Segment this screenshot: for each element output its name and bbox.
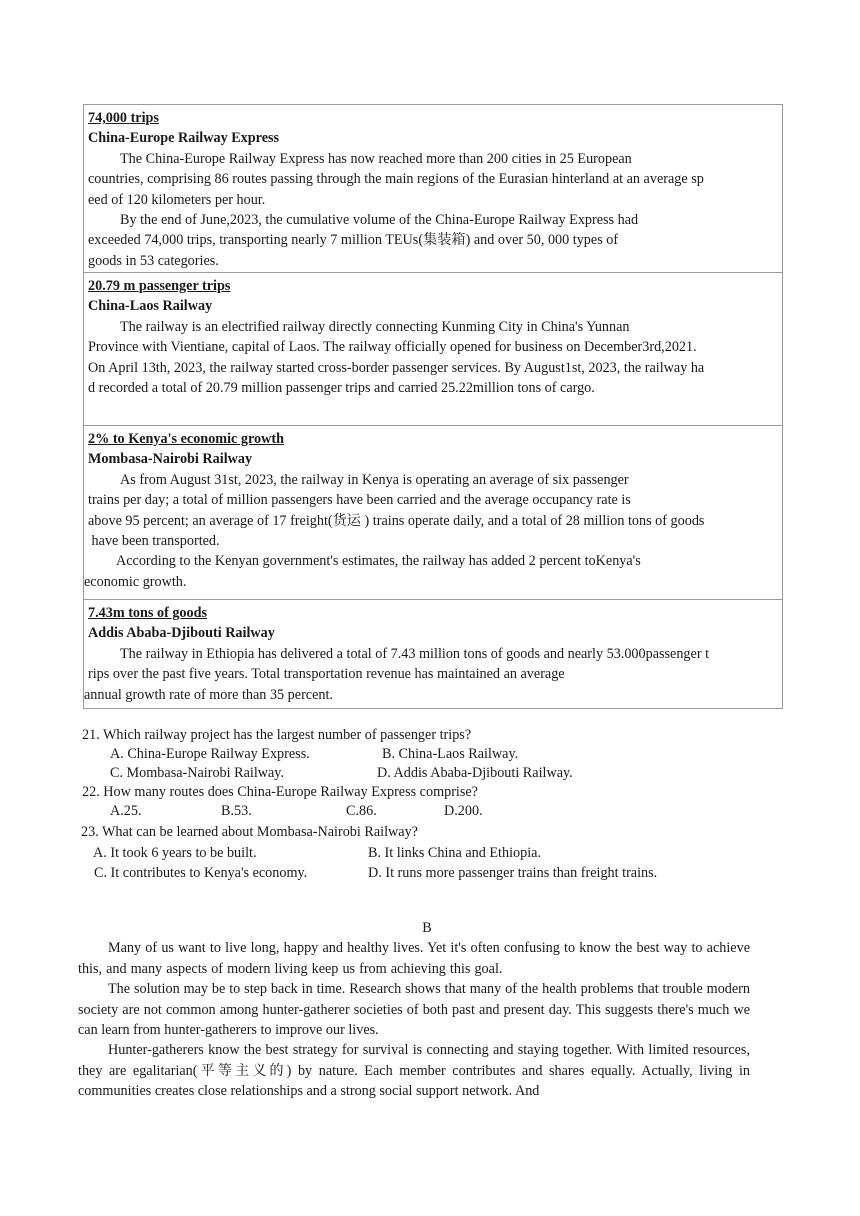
- text-line: As from August 31st, 2023, the railway in Kenya is operating an average of six passenger: [120, 471, 629, 488]
- option-b: B. China-Laos Railway.: [382, 746, 519, 762]
- text-line: On April 13th, 2023, the railway started cross-border passenger services. By August1st, 2023, the railway ha: [88, 359, 705, 376]
- question-options-row: [82, 745, 782, 764]
- table-row: [84, 273, 782, 426]
- table-row: [84, 600, 782, 708]
- railway-info-table: [83, 104, 783, 709]
- text-line: The China-Europe Railway Express has now reached more than 200 cities in 25 European: [120, 150, 632, 167]
- text-line: above 95 percent; an average of 17 freight(货运 ) trains operate daily, and a total of 28 million tons of goods: [88, 512, 705, 529]
- option-c: C. Mombasa-Nairobi Railway.: [110, 765, 285, 781]
- row-subtitle: China-Europe Railway Express: [88, 130, 280, 147]
- row-heading: 2% to Kenya's economic growth: [88, 431, 284, 447]
- reading-passage-b: [78, 918, 750, 1102]
- question-stem: 23. What can be learned about Mombasa-Nairobi Railway?: [81, 824, 418, 840]
- text-line: Province with Vientiane, capital of Laos. The railway officially opened for business on December3rd,2021.: [88, 339, 697, 356]
- option-a: A. It took 6 years to be built.: [93, 845, 257, 861]
- option-d: D. Addis Ababa-Djibouti Railway.: [377, 765, 573, 781]
- text-line: According to the Kenyan government's estimates, the railway has added 2 percent toKenya's: [116, 553, 641, 570]
- text-line: The railway is an electrified railway directly connecting Kunming City in China's Yunnan: [120, 318, 630, 335]
- text-line: The railway in Ethiopia has delivered a total of 7.43 million tons of goods and nearly 53.000passenger t: [120, 645, 710, 662]
- option-c: C.86.: [346, 803, 377, 819]
- question-stem: 22. How many routes does China-Europe Railway Express comprise?: [82, 784, 478, 800]
- text-line: exceeded 74,000 trips, transporting nearly 7 million TEUs(集装箱) and over 50, 000 types of: [88, 232, 619, 249]
- passage-body: [78, 938, 750, 1101]
- option-d: D. It runs more passenger trains than freight trains.: [368, 865, 658, 881]
- row-heading: 7.43m tons of goods: [88, 605, 208, 621]
- table-row: [84, 105, 782, 273]
- passage-label: B: [422, 920, 432, 936]
- text-line: By the end of June,2023, the cumulative volume of the China-Europe Railway Express had: [120, 212, 639, 229]
- question-options-row: [82, 802, 782, 821]
- row-subtitle: Addis Ababa-Djibouti Railway: [88, 625, 275, 642]
- paragraph: Hunter-gatherers know the best strategy for survival is connecting and staying together. With limited resources, they are egalitarian(平等主义的) by nature. Each member contributes and shares equally. Actually, living in communities creates close relationships and a strong social support network. And: [78, 1042, 750, 1100]
- paragraph: The solution may be to step back in time. Research shows that many of the health problems that trouble modern society are not common among hunter-gatherer societies of both past and present day. This suggests there's much we can learn from hunter-gatherers to improve our lives.: [78, 981, 750, 1039]
- row-subtitle: China-Laos Railway: [88, 298, 213, 315]
- text-line: rips over the past five years. Total transportation revenue has maintained an average: [88, 666, 565, 683]
- text-line: annual growth rate of more than 35 percent.: [84, 686, 333, 703]
- option-c: C. It contributes to Kenya's economy.: [94, 865, 308, 881]
- text-line: countries, comprising 86 routes passing through the main regions of the Eurasian hinterland at an average sp: [88, 171, 704, 188]
- questions-section: [82, 726, 782, 883]
- question-options-row: [82, 764, 782, 783]
- text-line: economic growth.: [84, 573, 187, 590]
- option-a: A. China-Europe Railway Express.: [110, 746, 310, 762]
- text-line: have been transported.: [88, 533, 220, 550]
- option-b: B. It links China and Ethiopia.: [368, 845, 541, 861]
- text-line: eed of 120 kilometers per hour.: [88, 191, 266, 208]
- text-line: trains per day; a total of million passengers have been carried and the average occupancy rate is: [88, 492, 631, 509]
- question-stem: 21. Which railway project has the largest number of passenger trips?: [82, 727, 472, 743]
- option-b: B.53.: [221, 803, 252, 819]
- row-heading: 20.79 m passenger trips: [88, 278, 231, 294]
- text-line: goods in 53 categories.: [88, 252, 219, 269]
- text-line: d recorded a total of 20.79 million passenger trips and carried 25.22million tons of cargo.: [88, 380, 595, 397]
- option-a: A.25.: [110, 803, 142, 819]
- row-heading: 74,000 trips: [88, 110, 159, 126]
- option-d: D.200.: [444, 803, 483, 819]
- paragraph: Many of us want to live long, happy and healthy lives. Yet it's often confusing to know the best way to achieve this, and many aspects of modern living keep us from achieving this goal.: [78, 940, 750, 977]
- question-options-row: [82, 844, 782, 863]
- question-options-row: [82, 864, 782, 883]
- table-row: [84, 426, 782, 600]
- row-subtitle: Mombasa-Nairobi Railway: [88, 451, 253, 468]
